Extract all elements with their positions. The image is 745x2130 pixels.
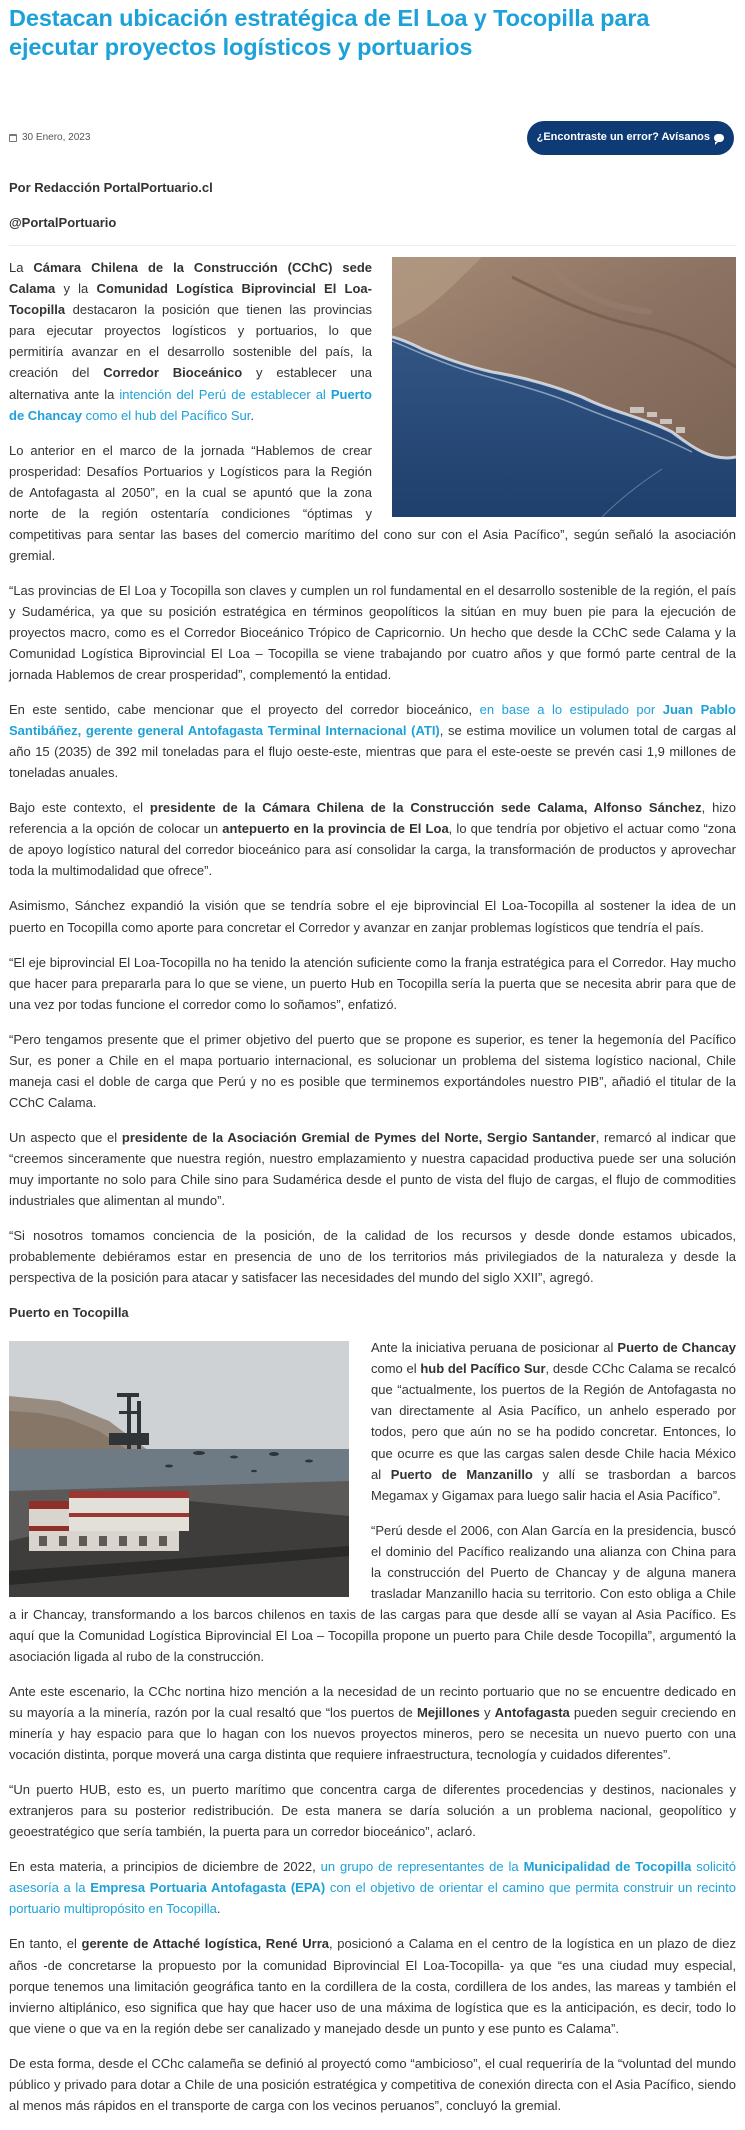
section-heading: Puerto en Tocopilla bbox=[9, 1305, 129, 1321]
paragraph-3: “Las provincias de El Loa y Tocopilla son claves y cumplen un rol fundamental en el desarrollo sostenible de la región, el país y Sudamérica, ya que su posición estratégica en términos geopolíticos la sitúan en muy buen pie para la ejecución de proyectos macro, como es el Corredor Bioceánico Trópico de Capricornio. Un hecho que desde la CChC sede Calama y la Comunidad Logística Biprovincial El Loa – Tocopilla se viene trabajando por cuatro años y que formó parte central de la jornada Hablemos de crear prosperidad”, complementó la entidad. bbox=[9, 582, 736, 683]
paragraph-5: Bajo este contexto, el presidente de la Cámara Chilena de la Construcción sede Calama, Alfonso Sánchez, hizo referencia a la opción de colocar un antepuerto en la provincia de El Loa, lo que tendría por objetivo el actuar como “zona de apoyo logístico natural del corredor bioceánico para así consolidar la carga, la transformación de productos y aprovechar toda la multimodalidad que ofrece”. bbox=[9, 800, 736, 879]
aerial-coast-illustration bbox=[392, 257, 736, 517]
report-error-label: ¿Encontraste un error? Avísanos bbox=[536, 131, 710, 144]
calendar-icon bbox=[9, 134, 17, 142]
paragraph-12: “Perú desde el 2006, con Alan García en la presidencia, buscó el dominio del Pacífico realizando una alianza con China para la construcción del Puerto de Chancay y de alguna manera trasladar Manzanillo hacia su territorio. Con esto obliga a Chile a ir Chancay, transformando a los barcos chilenos en taxis de las cargas para que desde allí se vayan al Asia Pacífico. Es aquí que la Comunidad Logística Biprovincial El Loa – Tocopilla propone un puerto para Chile desde Tocopilla”, argumentó la asociación ligada al rubo de la construcción. bbox=[9, 1522, 736, 1664]
article-body bbox=[9, 257, 736, 2116]
port-photo-illustration bbox=[9, 1341, 349, 1597]
paragraph-1: La Cámara Chilena de la Construcción (CChC) sede Calama y la Comunidad Logística Biprovincial El Loa-Tocopilla destacaron la posición que tienen las provincias para ejecutar proyectos logísticos y portuarios, lo que permitiría avanzar en el desarrollo sostenible del país, la creación del Corredor Bioceánico y establecer una alternativa ante la intención del Perú de establecer al Puerto de Chancay como el hub del Pacífico Sur. bbox=[9, 260, 372, 423]
santibanez-link[interactable]: en base a lo estipulado por Juan Pablo Santibáñez, gerente general Antofagasta Terminal Internacional (ATI) bbox=[9, 702, 736, 739]
paragraph-14: “Un puerto HUB, esto es, un puerto marítimo que concentra carga de diferentes procedencias y destinos, nacionales y extranjeros para su posterior redistribución. De esta manera se daría solución a un problema nacional, geopolítico y geoestratégico que sería también, la puerta para un corredor bioceánico”, aclaró. bbox=[9, 1782, 736, 1840]
paragraph-2: Lo anterior en el marco de la jornada “Hablemos de crear prosperidad: Desafíos Portuarios y Logísticos para la Región de Antofagasta al 2050”, en la cual se apuntó que la zona norte de la región ostentaría condiciones “óptimas y competitivas para sentar las bases del comercio marítimo del cono sur con el Asia Pacífico”, según señaló la asociación gremial. bbox=[9, 442, 736, 563]
paragraph-4: En este sentido, cabe mencionar que el proyecto del corredor bioceánico, en base a lo estipulado por Juan Pablo Santibáñez, gerente general Antofagasta Terminal Internacional (ATI), se estima movilice un volumen total de cargas al año 15 (2035) de 392 mil toneladas para el flujo oeste-este, mientras que para el este-oeste se prevén casi 1,9 millones de toneladas anuales. bbox=[9, 702, 736, 781]
tocopilla-port-image bbox=[9, 1341, 349, 1597]
aerial-coast-image bbox=[392, 257, 736, 517]
paragraph-10: “Si nosotros tomamos conciencia de la posición, de la calidad de los recursos y desde donde estamos ubicados, probablemente debiéramos estar en presencia de uno de los territorios más privilegiados de la naturaleza y desde la perspectiva de la posición para atacar y satisfacer las necesidades del mundo del siglo XXII”, agregó. bbox=[9, 1228, 736, 1286]
twitter-handle[interactable]: @PortalPortuario bbox=[9, 212, 736, 246]
byline: Por Redacción PortalPortuario.cl bbox=[9, 180, 213, 196]
chancay-intent-link[interactable]: intención del Perú de establecer al Puerto de Chancay como el hub del Pacífico Sur bbox=[9, 386, 372, 423]
paragraph-6: Asimismo, Sánchez expandió la visión que se tendría sobre el eje biprovincial El Loa-Tocopilla al sostener la idea de un puerto en Tocopilla como aporte para concretar el Corredor y avanzar en zanjar problemas logísticos que tendría el país. bbox=[9, 898, 736, 935]
paragraph-15: En esta materia, a principios de diciembre de 2022, un grupo de representantes de la Municipalidad de Tocopilla solicitó asesoría a la Empresa Portuaria Antofagasta (EPA) con el objetivo de orientar el camino que permita construir un recinto portuario multipropósito en Tocopilla. bbox=[9, 1859, 737, 1917]
paragraph-7: “El eje biprovincial El Loa-Tocopilla no ha tenido la atención suficiente como la franja estratégica para el Corredor. Hay mucho que hacer para prepararla para lo que se viene, un puerto Hub en Tocopilla sería la puerta que se necesita abrir para que de una vez por todas funcione el corredor como lo soñamos”, enfatizó. bbox=[9, 954, 736, 1012]
meta-row bbox=[9, 121, 736, 155]
publish-date bbox=[9, 130, 90, 146]
paragraph-8: “Pero tengamos presente que el primer objetivo del puerto que se propone es superior, es tener la hegemonía del Pacífico Sur, es poner a Chile en el mapa portuario internacional, es solucionar un problema del sistema logístico nacional, Chile maneja casi el doble de carga que Perú y no es posible que terminemos exportándoles nuestro PIB”, añadió el titular de la CChC Calama. bbox=[9, 1031, 736, 1110]
article-title: Destacan ubicación estratégica de El Loa y Tocopilla para ejecutar proyectos logísticos y portuarios bbox=[9, 5, 650, 60]
report-error-button[interactable] bbox=[527, 121, 734, 155]
paragraph-16: En tanto, el gerente de Attaché logística, René Urra, posicionó a Calama en el centro de la logística en un plazo de diez años -de concretarse la propuesto por la comunidad Biprovincial El Loa-Tocopilla- ya que “es una ciudad muy especial, porque tenemos una limitación geográfica tanto en la cordillera de la costa, cordillera de los andes, las mareas y también el invierno altiplánico, eso significa que hay que hacer uso de una máxima de logística que es la anticipación, es decir, todo lo que viene o que va en la región debe ser canalizado y manejado desde un punto y ese punto es Calama”. bbox=[9, 1936, 736, 2036]
epa-advice-link[interactable]: un grupo de representantes de la Municipalidad de Tocopilla solicitó asesoría a la Empresa Portuaria Antofagasta (EPA) con el objetivo de orientar el camino que permita construir un recinto portuario multipropósito en Tocopilla bbox=[9, 1859, 737, 1917]
paragraph-17: De esta forma, desde el CChc calameña se definió al proyectó como “ambicioso”, el cual requeriría de la “voluntad del mundo público y privado para dotar a Chile de una posición estratégica y competitiva de conexión directa con el Asia Pacífico, siendo al menos más rápidos en el transporte de carga con los vecinos peruanos”, concluyó la gremial. bbox=[9, 2055, 736, 2113]
comment-icon bbox=[714, 134, 724, 142]
date-text: 30 Enero, 2023 bbox=[22, 132, 91, 144]
paragraph-9: Un aspecto que el presidente de la Asociación Gremial de Pymes del Norte, Sergio Santander, remarcó al indicar que “creemos sinceramente que nuestra región, nuestro emplazamiento y nuestra capacidad productiva puede ser una solución muy importante no solo para Chile sino para Sudamérica desde el punto de vista del flujo de cargas, el flujo de commodities industriales que alimentan al mundo”. bbox=[9, 1129, 737, 1209]
paragraph-11: Ante la iniciativa peruana de posicionar al Puerto de Chancay como el hub del Pacífico Sur, desde CChc Calama se recalcó que “actualmente, los puertos de la Región de Antofagasta no van directamente al Asia Pacífico, un anhelo esperado por todos, pero que aún no se ha podido concretar. Entonces, lo que ocurre es que las cargas salen desde Chile hacia México al Puerto de Manzanillo y allí se trasbordan a barcos Megamax y Gigamax para luego salir hacia el Asia Pacífico”. bbox=[371, 1340, 737, 1503]
paragraph-13: Ante este escenario, la CChc nortina hizo mención a la necesidad de un recinto portuario que no se encuentre dedicado en su mayoría a la minería, razón por la cual resaltó que “los puertos de Mejillones y Antofagasta pueden seguir creciendo en minería y hay espacio para que lo hagan con los nuevos proyectos mineros, pero se necesita un nuevo puerto con una vocación distinta, porque moverá una carga distinta que requiere infraestructura, tecnología y cuidados diferentes”. bbox=[9, 1683, 737, 1763]
